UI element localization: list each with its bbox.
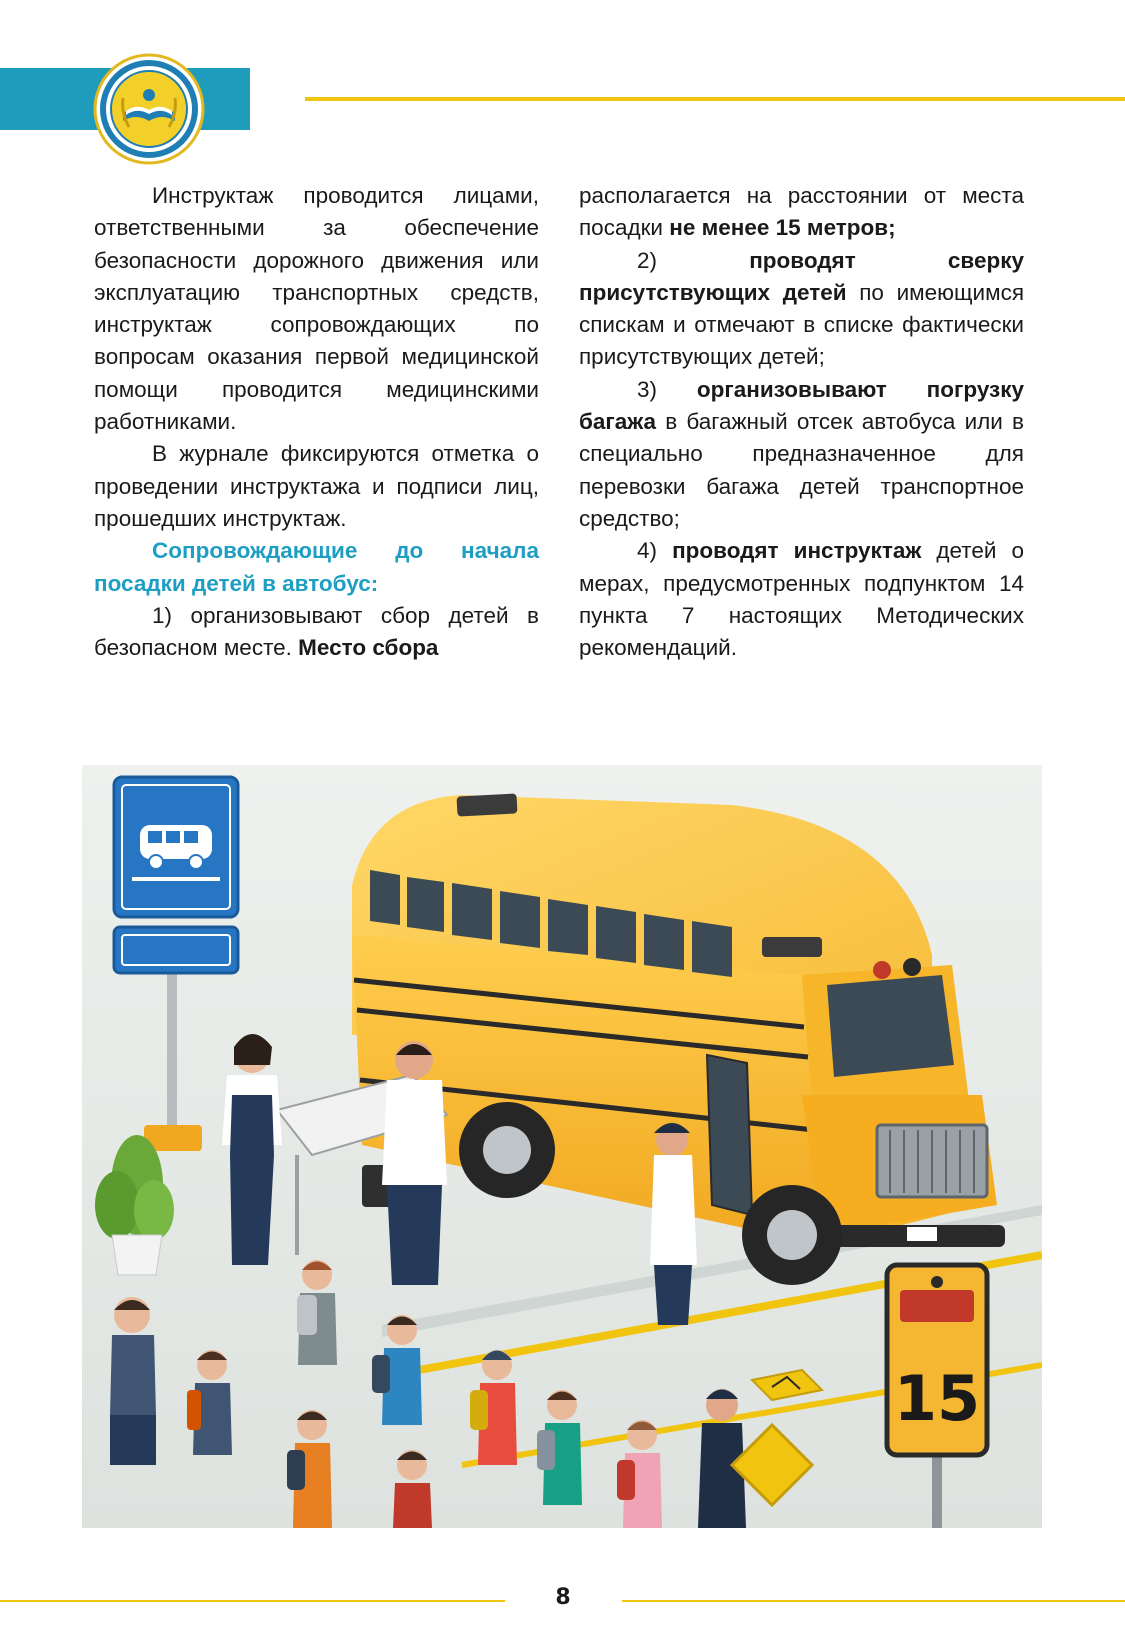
list-item-3-bold: организовывают погрузку багажа bbox=[579, 376, 1024, 435]
list-item-3-text: в багажный отсек автобуса или в специально предназначенное для перевозки багажа детей транспортное средство; bbox=[579, 409, 1024, 531]
list-item-1-cont-text: располагается на расстоянии от места посадки bbox=[579, 183, 1024, 241]
paragraph-instruction: Инструктаж проводится лицами, ответственными за обеспечение безопасности дорожного движения или эксплуатацию транспортных средств, инструктаж сопровождающих по вопросам оказания первой медицинской помощи проводится медицинскими работниками. bbox=[94, 183, 539, 435]
list-item-1-cont-bold: не менее 15 метров; bbox=[669, 215, 896, 241]
list-item-4 bbox=[579, 535, 1024, 664]
footer-rule-right bbox=[622, 1600, 1125, 1602]
list-item-4-bold: проводят инструктаж bbox=[672, 538, 922, 564]
list-item-3 bbox=[579, 374, 1024, 535]
list-item-4-text: детей о мерах, предусмотренных подпунктом 14 пункта 7 настоящих Методических рекомендаций. bbox=[579, 538, 1024, 661]
list-item-1-text: 1) организовывают сбор детей в безопасном месте. bbox=[94, 602, 539, 661]
list-item-2-text: по имеющимся спискам и отмечают в списке фактически присутствующих детей; bbox=[579, 279, 1024, 370]
footer-rule-left bbox=[0, 1600, 505, 1602]
section-heading: Сопровождающие до начала посадки детей в автобус: bbox=[94, 538, 539, 596]
list-item-2-num: 2) bbox=[637, 247, 750, 273]
distance-sign-number: 15 bbox=[893, 1362, 981, 1435]
school-bus-illustration bbox=[82, 765, 1042, 1528]
page-number: 8 bbox=[555, 1585, 571, 1610]
header-rule bbox=[305, 97, 1125, 101]
list-item-4-num: 4) bbox=[637, 538, 673, 564]
list-item-1 bbox=[94, 600, 539, 665]
list-item-2 bbox=[579, 245, 1024, 374]
emblem-logo-icon bbox=[93, 53, 205, 165]
list-item-2-bold: проводят сверку присутствующих детей bbox=[579, 247, 1024, 305]
right-column bbox=[579, 180, 1024, 664]
illustration-scene bbox=[82, 765, 1042, 1528]
list-item-1-continued bbox=[579, 180, 1024, 245]
paragraph-journal: В журнале фиксируются отметка о проведении инструктажа и подписи лиц, прошедших инструктаж. bbox=[94, 441, 539, 531]
list-item-1-bold: Место сбора bbox=[298, 635, 439, 661]
list-item-3-num: 3) bbox=[637, 376, 697, 402]
left-column bbox=[94, 180, 539, 664]
